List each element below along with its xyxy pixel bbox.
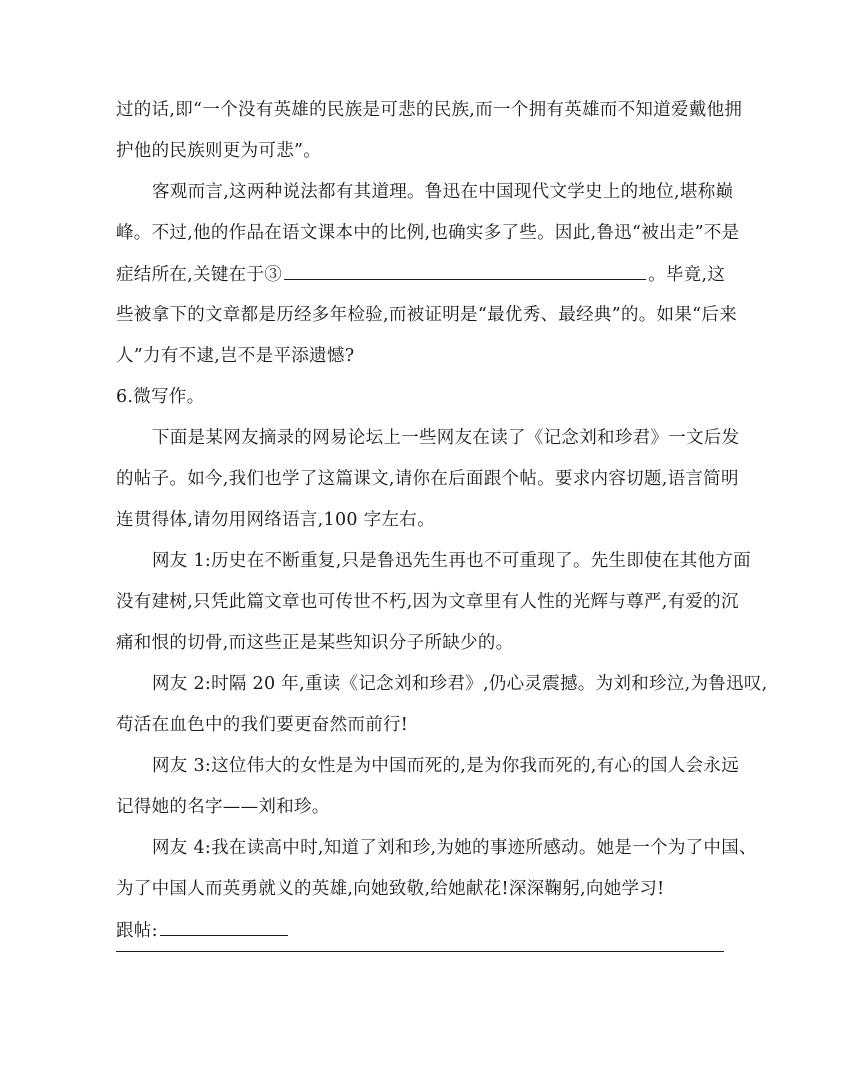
post-4: 网友 4:我在读高中时,知道了刘和珍,为她的事迹所感动。她是一个为了中国、 <box>152 838 757 858</box>
text-line: 的帖子。如今,我们也学了这篇课文,请你在后面跟个帖。要求内容切题,语言简明 <box>116 469 739 489</box>
text-line: 下面是某网友摘录的网易论坛上一些网友在读了《记念刘和珍君》一文后发 <box>152 428 740 448</box>
text-line: 没有建树,只凭此篇文章也可传世不朽,因为文章里有人性的光辉与尊严,有爱的沉 <box>116 592 739 612</box>
text-line: 苟活在血色中的我们要更奋然而前行! <box>116 715 409 735</box>
text-line: 为了中国人而英勇就义的英雄,向她致敬,给她献花!深深鞠躬,向她学习! <box>116 879 665 899</box>
post-1: 网友 1:历史在不断重复,只是鲁迅先生再也不可重现了。先生即使在其他方面 <box>152 551 751 571</box>
text-line: 些被拿下的文章都是历经多年检验,而被证明是“最优秀、最经典”的。如果“后来 <box>116 305 737 325</box>
text-line: 护他的民族则更为可悲”。 <box>116 141 322 161</box>
text-line: 过的话,即“一个没有英雄的民族是可悲的民族,而一个拥有英雄而不知道爱戴他拥 <box>116 100 743 120</box>
blank-suffix: 。毕竟,这 <box>648 265 726 285</box>
text-line: 连贯得体,请勿用网络语言,100 字左右。 <box>116 510 435 530</box>
text-line-with-blank <box>116 263 725 286</box>
text-line: 人”力有不逮,岂不是平添遗憾? <box>116 346 355 366</box>
reply-label-line <box>116 919 288 942</box>
text-line: 记得她的名字——刘和珍。 <box>116 797 330 817</box>
text-line: 峰。不过,他的作品在语文课本中的比例,也确实多了些。因此,鲁迅“被出走”不是 <box>116 223 740 243</box>
answer-blank-3[interactable] <box>284 263 646 280</box>
text-line: 客观而言,这两种说法都有其道理。鲁迅在中国现代文学史上的地位,堪称巅 <box>152 182 734 202</box>
post-2: 网友 2:时隔 20 年,重读《记念刘和珍君》,仍心灵震撼。为刘和珍泣,为鲁迅叹, <box>152 674 768 694</box>
question-heading: 6.微写作。 <box>116 387 205 407</box>
reply-blank[interactable] <box>160 919 288 936</box>
reply-answer-line[interactable] <box>116 951 724 952</box>
blank-prefix: 症结所在,关键在于③ <box>116 265 283 285</box>
text-line: 痛和恨的切骨,而这些正是某些知识分子所缺少的。 <box>116 633 514 653</box>
reply-label: 跟帖: <box>116 921 158 941</box>
post-3: 网友 3:这位伟大的女性是为中国而死的,是为你我而死的,有心的国人会永远 <box>152 756 740 776</box>
